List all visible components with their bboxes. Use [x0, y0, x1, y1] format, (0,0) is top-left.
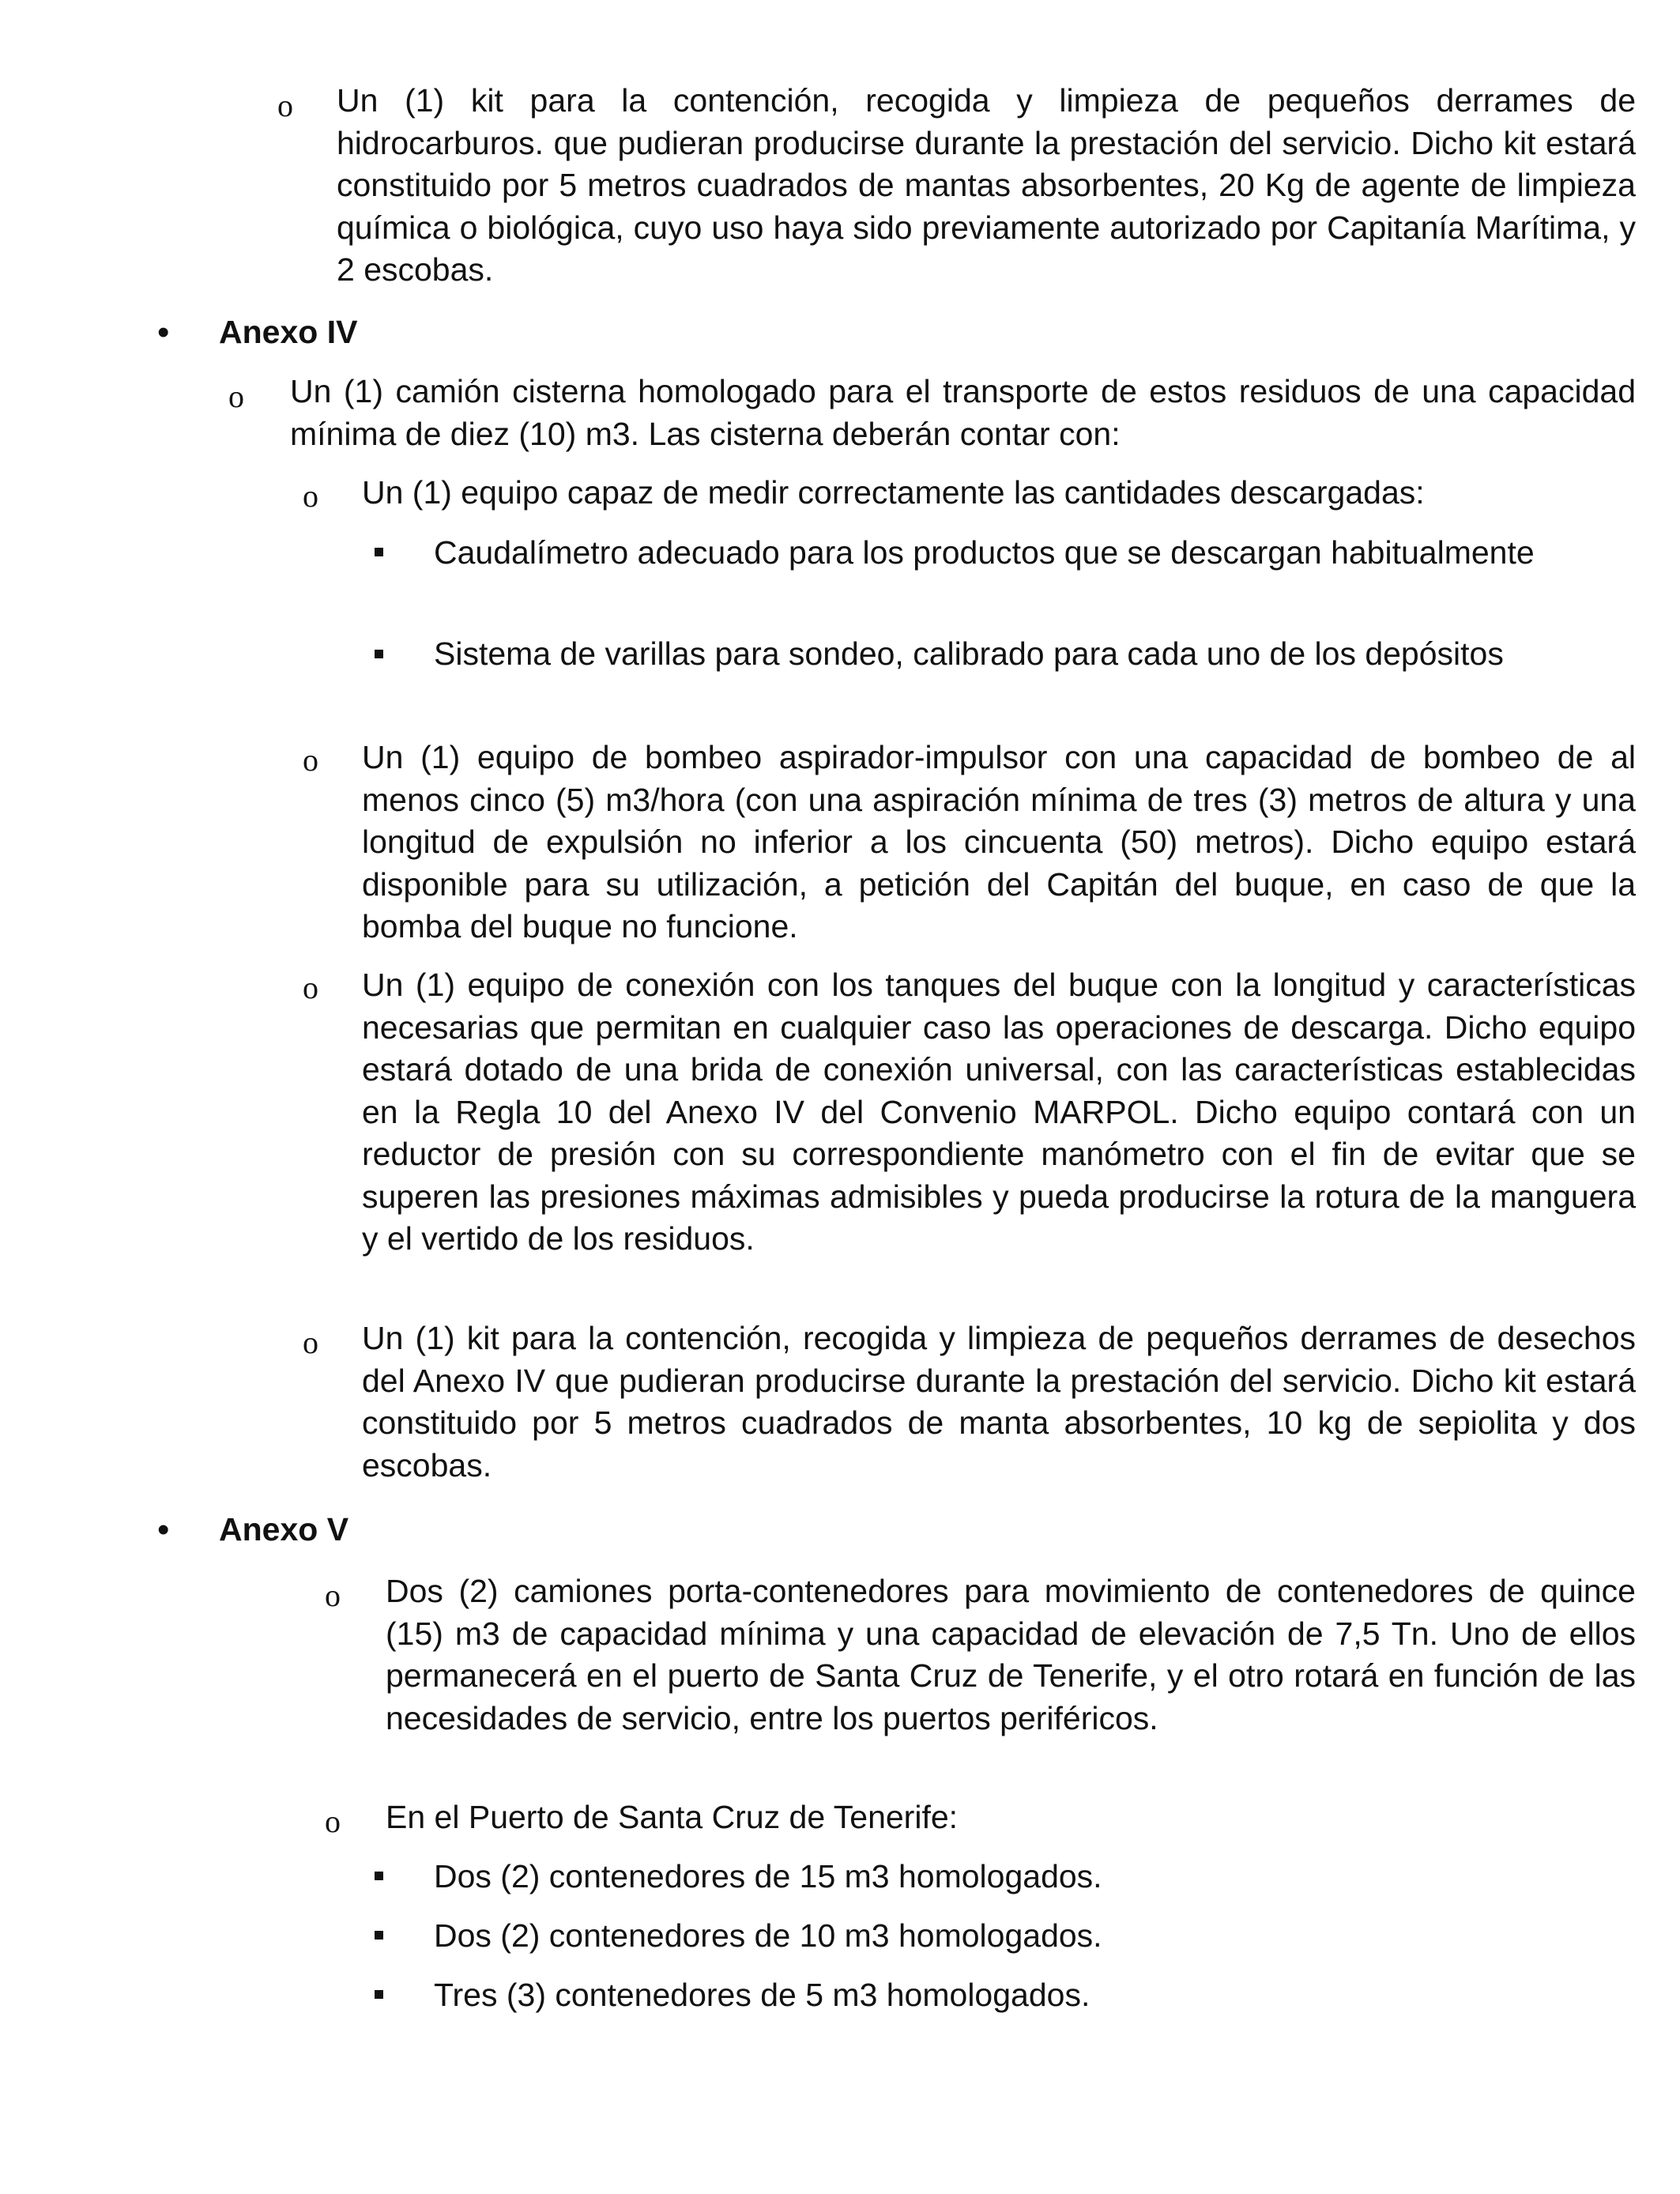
list-marker-circle: o: [325, 1804, 341, 1839]
list-marker-circle: o: [303, 478, 318, 514]
list-item-equipo-bombeo: Un (1) equipo de bombeo aspirador-impulsor con una capacidad de bombeo de al menos cinco (5) m3/hora (con una aspiración mínima de tres (3) metros de altura y una longitud de expulsión no inferior a los cincuenta (50) metros). Dicho equipo estará disponible para su utilización, a petición del Capitán del buque, en caso de que la bomba del buque no funcione.: [362, 739, 1636, 944]
list-item-contenedores-10m3: Dos (2) contenedores de 10 m3 homologados.: [434, 1917, 1102, 1954]
list-item-contenedores-15m3: Dos (2) contenedores de 15 m3 homologados.: [434, 1858, 1102, 1894]
section-heading-anexo-iv: Anexo IV: [219, 314, 358, 350]
list-item-camiones-porta-contenedores: Dos (2) camiones porta-contenedores para movimiento de contenedores de quince (15) m3 de capacidad mínima y una capacidad de elevación de 7,5 Tn. Uno de ellos permanecerá en el puerto de Santa Cruz de Tenerife, y el otro rotará en función de las necesidades de servicio, entre los puertos periféricos.: [386, 1573, 1636, 1736]
list-item-kit-hidrocarburos: Un (1) kit para la contención, recogida y limpieza de pequeños derrames de hidrocarburos. que pudieran producirse durante la prestación del servicio. Dicho kit estará constituido por 5 metros cuadrados de mantas absorbentes, 20 Kg de agente de limpieza química o biológica, cuyo uso haya sido previamente autorizado por Capitanía Marítima, y 2 escobas.: [337, 82, 1636, 288]
list-item-kit-anexo-iv: Un (1) kit para la contención, recogida y limpieza de pequeños derrames de desechos del Anexo IV que pudieran producirse durante la prestación del servicio. Dicho kit estará constituido por 5 metros cuadrados de manta absorbentes, 10 kg de sepiolita y dos escobas.: [362, 1320, 1636, 1483]
list-marker-bullet: •: [157, 1510, 170, 1549]
list-marker-circle: o: [303, 1325, 318, 1360]
list-item-equipo-medir: Un (1) equipo capaz de medir correctamente las cantidades descargadas:: [362, 474, 1425, 511]
list-marker-circle: o: [277, 88, 293, 123]
list-marker-square: [375, 1931, 383, 1940]
list-marker-circle: o: [303, 742, 318, 778]
list-marker-circle: o: [325, 1578, 341, 1613]
list-item-puerto-santa-cruz: En el Puerto de Santa Cruz de Tenerife:: [386, 1799, 959, 1835]
list-item-caudalimetro: Caudalímetro adecuado para los productos que se descargan habitualmente: [434, 534, 1535, 571]
list-item-contenedores-5m3: Tres (3) contenedores de 5 m3 homologados.: [434, 1977, 1090, 2013]
list-item-equipo-conexion: Un (1) equipo de conexión con los tanques del buque con la longitud y características necesarias que permitan en cualquier caso las operaciones de descarga. Dicho equipo estará dotado de una brida de conexión universal, con las características establecidas en la Regla 10 del Anexo IV del Convenio MARPOL. Dicho equipo contará con un reductor de presión con su correspondiente manómetro con el fin de evitar que se superen las presiones máximas admisibles y pueda producirse la rotura de la manguera y el vertido de los residuos.: [362, 967, 1636, 1257]
list-marker-circle: o: [228, 379, 244, 414]
list-marker-bullet: •: [157, 313, 170, 352]
section-heading-anexo-v: Anexo V: [219, 1511, 349, 1547]
list-marker-square: [375, 548, 383, 556]
list-marker-square: [375, 1872, 383, 1880]
list-item-camion-cisterna: Un (1) camión cisterna homologado para el transporte de estos residuos de una capacidad mínima de diez (10) m3. Las cisterna deberán contar con:: [290, 373, 1636, 452]
list-item-sistema-varillas: Sistema de varillas para sondeo, calibrado para cada uno de los depósitos: [434, 635, 1504, 672]
list-marker-circle: o: [303, 970, 318, 1005]
list-marker-square: [375, 650, 383, 658]
list-marker-square: [375, 1990, 383, 1999]
